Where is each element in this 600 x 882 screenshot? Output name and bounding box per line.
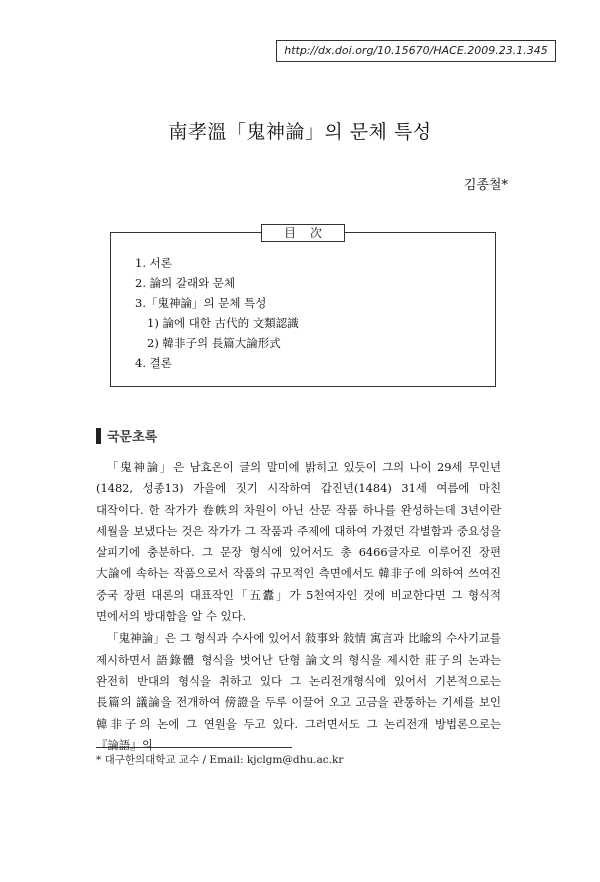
toc-item: 3.「鬼神論」의 문체 특성 [135, 296, 267, 310]
abstract-paragraph: 「鬼神論」은 그 형식과 수사에 있어서 敍事와 敍情 寓言과 比喩의 수사기교를 제시하면서 語錄體 형식을 벗어난 단형 論文의 형식을 제시한 莊子의 논과는 완전히 반대의 형식을 취하고 있다 그 논리전개형식에 있어서 기본적으로는 長篇의 議論을 전개하여 傍證을 두루 이끌어 오고 고금을 관통하는 기세를 보인 韓非子의 논에 그 연원을 두고 있다. 그러면서도 그 논리전개 방법론으로는『論語』의 [96, 631, 501, 752]
toc-item: 1. 서론 [135, 256, 172, 270]
doi-link[interactable]: http://dx.doi.org/10.15670/HACE.2009.23.1.345 [276, 40, 556, 62]
footnote: * 대구한의대학교 교수 / Email: kjclgm@dhu.ac.kr [96, 754, 344, 766]
author-name: 김종철* [463, 178, 508, 193]
toc-title: 目次 [261, 224, 345, 242]
abstract-heading-label: 국문초록 [107, 430, 158, 445]
toc-subitem: 1) 論에 대한 古代的 文類認識 [147, 316, 299, 330]
heading-bar-icon [96, 428, 101, 444]
paper-title: 南孝溫「鬼神論」의 문체 특성 [168, 121, 432, 143]
toc-item: 2. 論의 갈래와 문체 [135, 276, 236, 290]
toc-item: 4. 결론 [135, 356, 172, 370]
table-of-contents [110, 226, 496, 387]
abstract-body [96, 457, 501, 756]
toc-subitem: 2) 韓非子의 長篇大論形式 [147, 336, 281, 350]
abstract-paragraph: 「鬼神論」은 남효온이 글의 말미에 밝히고 있듯이 그의 나이 29세 무인년(1482, 성종13) 가을에 짓기 시작하여 갑진년(1484) 31세 여름에 마친 대작이다. 한 작가가 卷帙의 차원이 아닌 산문 작품 하나를 완성하는데 3년이란 세월을 보냈다는 것은 작가가 그 작품과 주제에 대하여 가졌던 각별함과 중요성을 살피기에 충분하다. 그 문장 형식에 있어서도 총 6466글자로 이루어진 장편 大論에 속하는 작품으로서 작품의 규모적인 측면에서도 韓非子에 의하여 쓰여진 중국 장편 대론의 대표작인「五蠹」가 5천여자인 것에 비교한다면 그 형식적 면에서의 방대함을 알 수 있다. [96, 460, 501, 624]
toc-list [135, 253, 299, 373]
abstract-heading [96, 426, 157, 445]
footnote-divider [96, 747, 292, 748]
